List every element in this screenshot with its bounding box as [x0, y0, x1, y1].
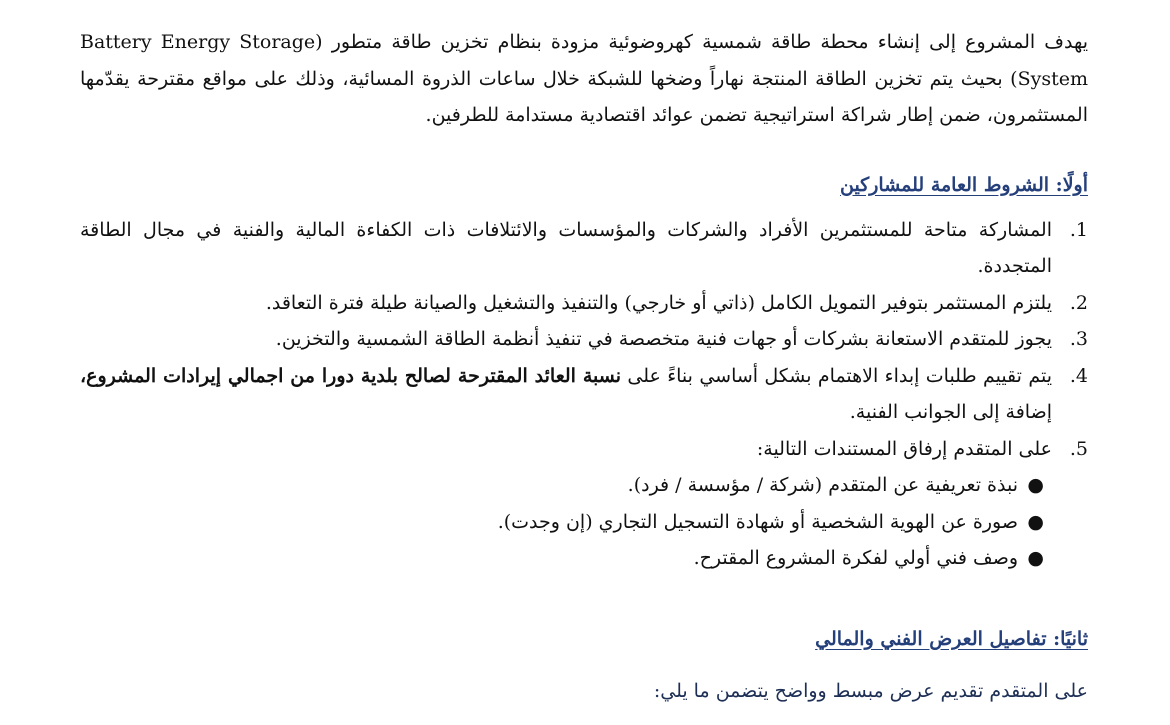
sublist-item-text: صورة عن الهوية الشخصية أو شهادة التسجيل التجاري (إن وجدت). [497, 510, 1018, 533]
sublist-item [80, 504, 1088, 541]
sublist-item [80, 467, 1088, 504]
list-item [80, 358, 1088, 431]
list-item [80, 212, 1088, 285]
list-item [80, 321, 1088, 358]
section-heading-technical-financial: ثانيًا: تفاصيل العرض الفني والمالي [815, 627, 1088, 650]
item-text: يلتزم المستثمر بتوفير التمويل الكامل (ذاتي أو خارجي) والتنفيذ والتشغيل والصيانة طيلة فترة التعاقد. [265, 291, 1052, 314]
intro-paragraph: يهدف المشروع إلى إنشاء محطة طاقة شمسية كهروضوئية مزودة بنظام تخزين طاقة متطور (Battery Energy Storage System) بحيث يتم تخزين الطاقة المنتجة نهاراً وضخها للشبكة خلال ساعات الذروة المسائية، وذلك على مواقع مقترحة يقدّمها المستثمرون، ضمن إطار شراكة استراتيجية تضمن عوائد اقتصادية مستدامة للطرفين. [80, 31, 1089, 126]
documents-sublist [80, 467, 1088, 577]
item-text-before: يتم تقييم طلبات إبداء الاهتمام بشكل أساسي بناءً على [621, 364, 1052, 387]
sublist-item-text: نبذة تعريفية عن المتقدم (شركة / مؤسسة / فرد). [627, 474, 1018, 496]
item-number: 1. [1069, 218, 1088, 241]
section2-paragraph: على المتقدم تقديم عرض مبسط وواضح يتضمن ما يلي: [653, 679, 1088, 702]
sublist-item [80, 540, 1088, 577]
item-text: على المتقدم إرفاق المستندات التالية: [756, 437, 1052, 460]
bullet-icon: ● [1027, 547, 1044, 569]
item-number: 4. [1069, 364, 1088, 387]
item-number: 3. [1069, 328, 1088, 350]
item-text [80, 358, 1052, 431]
conditions-list [80, 212, 1088, 468]
bullet-icon: ● [1027, 474, 1044, 496]
item-text: يجوز للمتقدم الاستعانة بشركات أو جهات فنية متخصصة في تنفيذ أنظمة الطاقة الشمسية والتخزين. [275, 328, 1052, 350]
item-text: المشاركة متاحة للمستثمرين الأفراد والشركات والمؤسسات والائتلافات ذات الكفاءة المالية والفنية في مجال الطاقة المتجددة. [80, 218, 1052, 277]
list-item [80, 285, 1088, 322]
document-page [80, 0, 1088, 708]
list-item [80, 431, 1088, 468]
sublist-item-text: وصف فني أولي لفكرة المشروع المقترح. [693, 547, 1018, 569]
item-text-bold: نسبة العائد المقترحة لصالح بلدية دورا من اجمالي إيرادات المشروع، [80, 364, 622, 387]
bullet-icon: ● [1027, 510, 1044, 533]
item-number: 5. [1069, 437, 1088, 460]
item-text-after: إضافة إلى الجوانب الفنية. [849, 401, 1052, 423]
section-heading-general-terms: أولًا: الشروط العامة للمشاركين [839, 173, 1088, 196]
item-number: 2. [1069, 291, 1088, 314]
